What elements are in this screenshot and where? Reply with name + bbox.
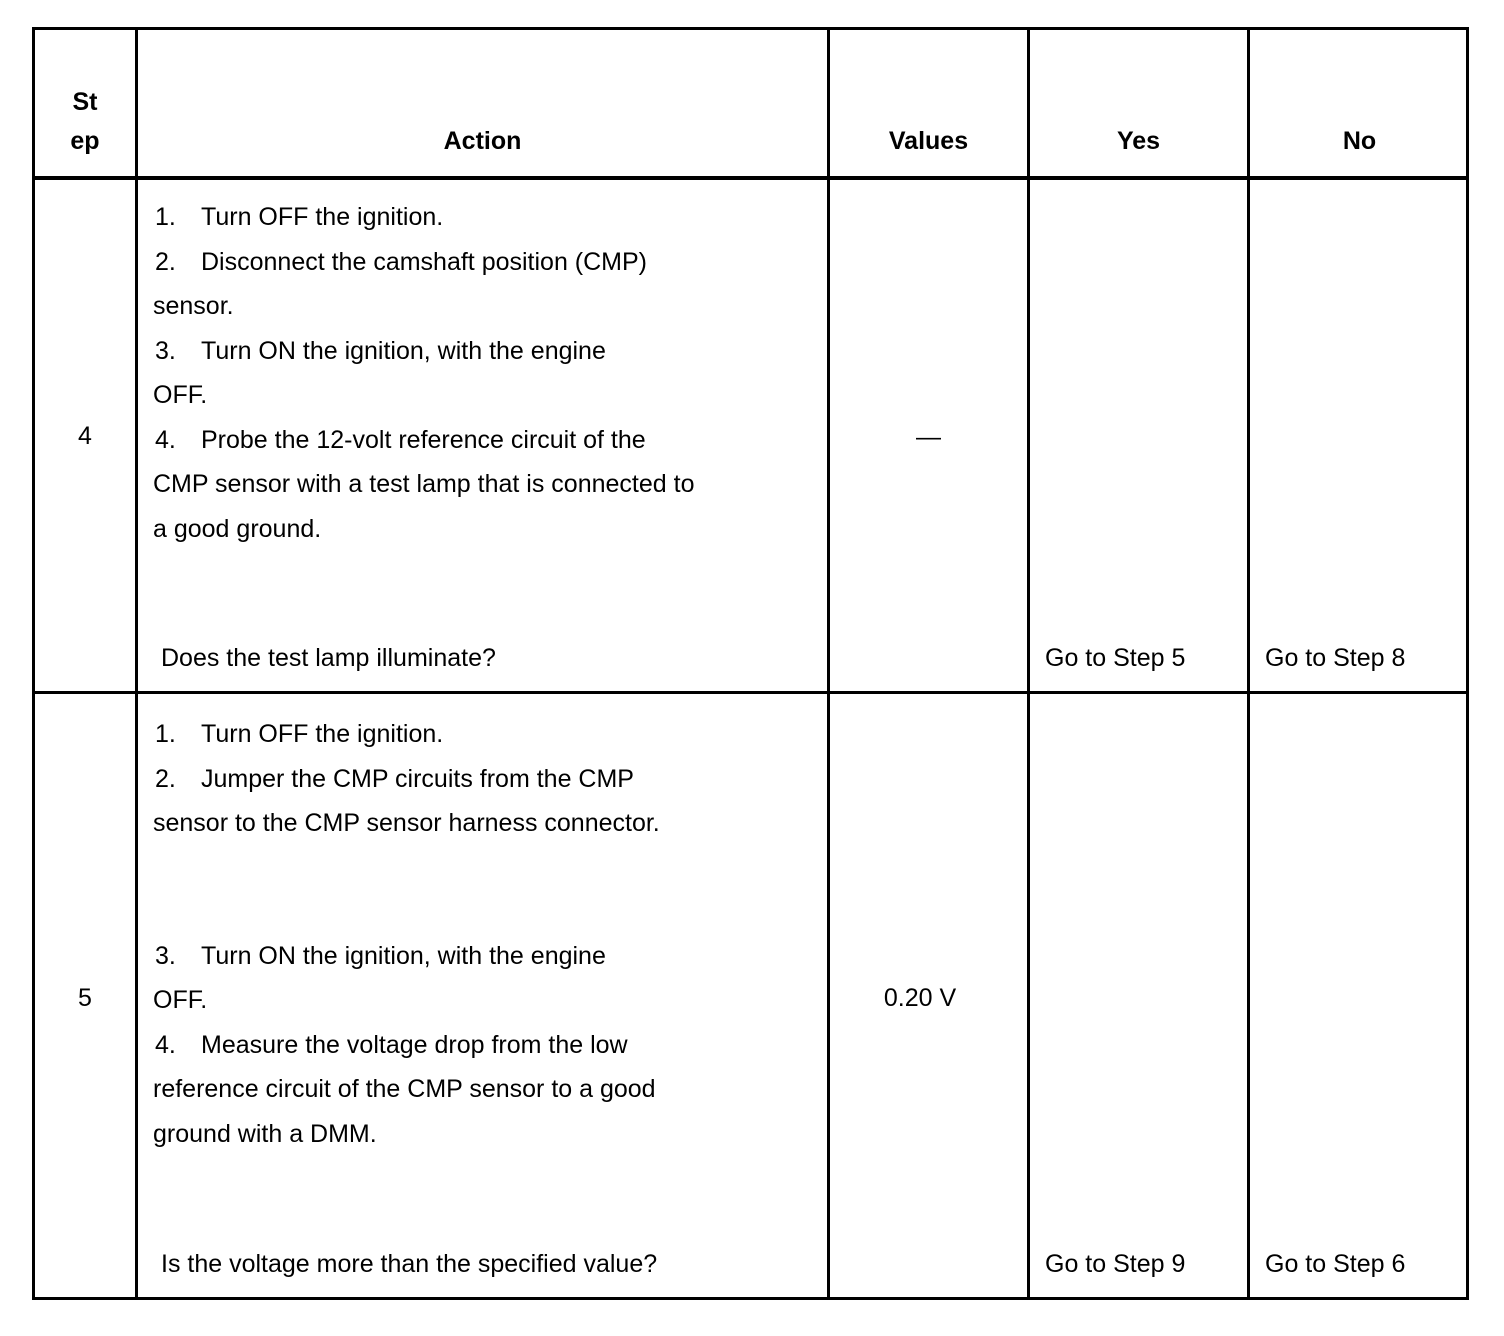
column-divider <box>1027 30 1030 1297</box>
action-line: 2. Disconnect the camshaft position (CMP) <box>155 248 648 276</box>
no-cell: Go to Step 8 <box>1265 644 1406 672</box>
row-step-number: 4 <box>78 422 92 450</box>
column-divider <box>1247 30 1250 1297</box>
action-line: sensor to the CMP sensor harness connector. <box>153 809 660 837</box>
action-line: 2. Jumper the CMP circuits from the CMP <box>155 765 634 793</box>
action-line: 1. Turn OFF the ignition. <box>155 203 444 231</box>
action-line: 1. Turn OFF the ignition. <box>155 720 444 748</box>
action-question: Does the test lamp illuminate? <box>161 644 496 672</box>
header-action: Action <box>443 127 522 155</box>
action-question: Is the voltage more than the specified value? <box>161 1250 658 1278</box>
column-divider <box>827 30 830 1297</box>
action-line: 3. Turn ON the ignition, with the engine <box>155 942 606 970</box>
header-divider <box>35 176 1466 180</box>
header-step <box>35 88 135 155</box>
action-line: OFF. <box>153 381 208 409</box>
action-line: CMP sensor with a test lamp that is connected to <box>153 470 695 498</box>
value-cell: 0.20 V <box>883 984 957 1012</box>
header-yes: Yes <box>1116 127 1161 155</box>
action-line: reference circuit of the CMP sensor to a good <box>153 1075 656 1103</box>
yes-cell: Go to Step 5 <box>1045 644 1186 672</box>
action-line: 4. Probe the 12-volt reference circuit of the <box>155 426 646 454</box>
action-line: OFF. <box>153 986 208 1014</box>
action-line: 3. Turn ON the ignition, with the engine <box>155 337 606 365</box>
header-values: Values <box>888 127 969 155</box>
action-line: sensor. <box>153 292 234 320</box>
action-line: ground with a DMM. <box>153 1120 377 1148</box>
action-line: 4. Measure the voltage drop from the low <box>155 1031 628 1059</box>
row-step-number: 5 <box>78 984 92 1012</box>
no-cell: Go to Step 6 <box>1265 1250 1406 1278</box>
yes-cell: Go to Step 9 <box>1045 1250 1186 1278</box>
header-step-line: St <box>72 88 98 116</box>
row-divider <box>35 691 1466 694</box>
column-divider <box>135 30 138 1297</box>
value-cell: — <box>916 423 941 451</box>
header-no: No <box>1342 127 1377 155</box>
action-line: a good ground. <box>153 515 322 543</box>
diagnostic-table <box>32 27 1469 1300</box>
header-step-line: ep <box>70 127 100 155</box>
